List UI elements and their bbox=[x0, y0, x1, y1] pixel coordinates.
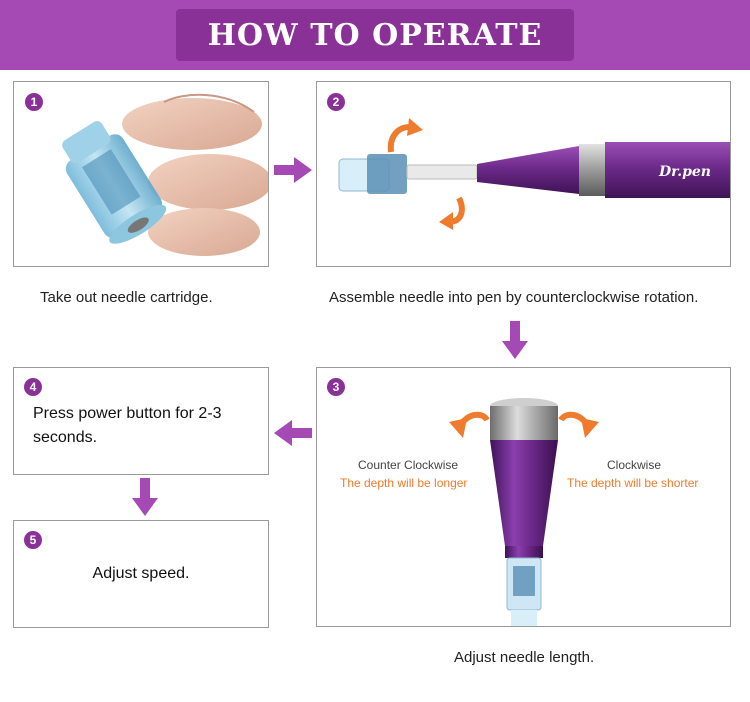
arrow-left-icon bbox=[274, 420, 312, 446]
arrow-right-icon bbox=[274, 157, 312, 183]
step-3-panel bbox=[316, 367, 731, 627]
clockwise-label: Clockwise bbox=[607, 458, 662, 472]
step-2-panel bbox=[316, 81, 731, 267]
brand-logo: Dr.pen bbox=[659, 164, 711, 180]
counter-clockwise-note: The depth will be longer bbox=[340, 476, 468, 490]
needle-cartridge-photo bbox=[14, 82, 269, 267]
step-5-badge: 5 bbox=[24, 531, 42, 549]
step-3-badge: 3 bbox=[327, 378, 345, 396]
page-title: HOW TO OPERATE bbox=[207, 17, 543, 53]
step-5-text: Adjust speed. bbox=[92, 565, 190, 582]
step-4-badge: 4 bbox=[24, 378, 42, 396]
counter-clockwise-label: Counter Clockwise bbox=[358, 458, 459, 472]
step-2-badge: 2 bbox=[327, 93, 345, 111]
step-1-panel bbox=[13, 81, 269, 267]
arrow-down-icon bbox=[132, 478, 158, 516]
step-1-badge: 1 bbox=[25, 93, 43, 111]
step-3-caption: Adjust needle length. bbox=[454, 649, 595, 666]
step-4-panel bbox=[13, 367, 269, 475]
step-5-panel bbox=[13, 520, 269, 628]
step-4-text: Press power button for 2-3 seconds. bbox=[33, 405, 222, 446]
step-1-caption: Take out needle cartridge. bbox=[40, 289, 213, 306]
arrow-down-icon bbox=[502, 321, 528, 359]
clockwise-note: The depth will be shorter bbox=[567, 476, 699, 490]
step-2-caption: Assemble needle into pen by counterclockwise rotation. bbox=[329, 289, 699, 306]
pen-depth-photo bbox=[317, 368, 731, 627]
